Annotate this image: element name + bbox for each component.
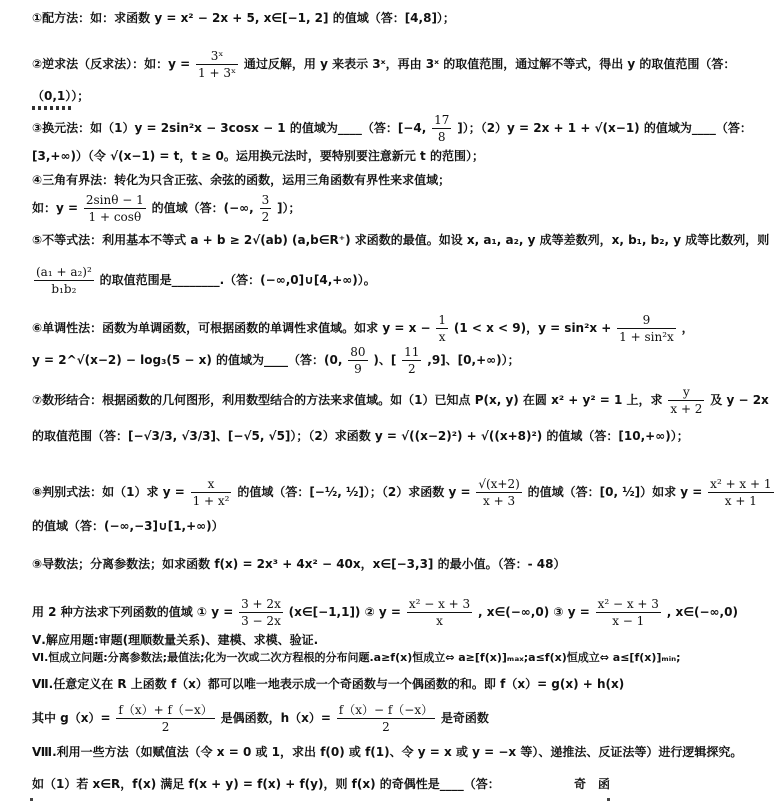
line-section-7: Ⅶ.任意定义在 R 上函数 f（x）都可以唯一地表示成一个奇函数与一个偶函数的和。即 f（x）= g(x) + h(x) [32,677,625,691]
fraction: $\frac{1}{x}$ [438,313,447,344]
fraction: $\frac{\text{x² − x + 3}}{x - 1}$ [597,597,659,628]
line-exercise: 用 2 种方法求下列函数的值域 ① y = $\frac{3 + 2x}{3 - 2x}$ (x∈[−1,1]) ② y = $\frac{\text{x² − x + 3}}{x}$ , x∈(−∞,0) ③ y = $\frac{\text{x² − x + 3}}{x - 1}$ , x∈(−∞,0) [32,597,738,628]
line-method-7: ⑦数形结合：根据函数的几何图形，利用数型结合的方法来求值域。如（1）已知点 P(x, y) 在圆 x² + y² = 1 上，求 $\frac{y}{x + 2}$ 及 y − 2x [32,385,769,416]
fraction: $\frac{17}{8}$ [434,113,450,144]
line-section-8-example: 如（1）若 x∈R，f(x) 满足 f(x + y) = f(x) + f(y)，则 f(x) 的奇偶性是____（答： 奇 函 [32,777,610,791]
line-section-5: Ⅴ.解应用题:审题(理顺数量关系)、建模、求模、验证. [32,633,319,647]
line-method-4: ④三角有界法：转化为只含正弦、余弦的函数，运用三角函数有界性来求值域； [32,173,451,187]
fraction: $\frac{\text{x² + x + 1}}{x + 1}$ [710,477,772,508]
line-method-4-example: 如：y = $\frac{2\sin\theta - 1}{1 + \cos\theta}$ 的值域（答：(−∞, $\frac{3}{2}$ ]）； [32,193,301,224]
corner-mark [30,798,33,801]
line-method-3-note: [3,+∞)）（令 √(x−1) = t，t ≥ 0。运用换元法时，要特别要注意新元 t 的范围）； [32,149,484,163]
line-method-9: ⑨导数法；分离参数法；如求函数 f(x) = 2x³ + 4x² − 40x，x∈[−3,3] 的最小值。（答：- 48） [32,557,566,571]
fraction: $\frac{9}{\text{1 + sin²x}}$ [619,313,674,344]
fraction: $\frac{f(x)+ f(-x)}{2}$ [118,703,213,734]
line-method-5-answer: $\frac{\text{(a₁ + a₂)²}}{\text{b₁b₂}}$ 的取值范围是________.（答：(−∞,0]∪[4,+∞)）。 [36,265,376,296]
fraction: $\frac{80}{9}$ [350,345,366,376]
line-method-8-answer: 的值域（答：(−∞,−3]∪[1,+∞)） [32,519,224,533]
line-method-5: ⑤不等式法：利用基本不等式 a + b ≥ 2√(ab) (a,b∈R⁺) 求函数的最值。如设 x, a₁, a₂, y 成等差数列，x, b₁, b₂, y 成等比数列，则 [32,233,770,247]
fraction: $\frac{y}{x + 2}$ [670,385,703,416]
line-section-7-formula: 其中 g（x）= $\frac{f(x)+ f(-x)}{2}$ 是偶函数，h（x）= $\frac{f(x)- f(-x)}{2}$ 是奇函数 [32,703,489,734]
fraction: $\frac{f(x)- f(-x)}{2}$ [338,703,434,734]
fraction: $\frac{\text{3ˣ}}{\text{1 + 3ˣ}}$ [198,49,237,80]
corner-mark [607,798,610,801]
wavy-underline [32,106,72,110]
line-method-7-answer: 的取值范围（答：[−√3/3, √3/3]、[−√5, √5]）；（2）求函数 y = √((x−2)²) + √((x+8)²) 的值域（答：[10,+∞)）； [32,429,689,443]
line-method-6-answer: y = 2^√(x−2) − log₃(5 − x) 的值域为____（答：(0, $\frac{80}{9}$ )、[ $\frac{11}{2}$ ,9]、[0,+∞)）； [32,345,520,376]
line-method-1: ①配方法：如：求函数 y = x² − 2x + 5, x∈[−1, 2] 的值域（答：[4,8]）； [32,11,455,25]
fraction: $\frac{\text{(a₁ + a₂)²}}{\text{b₁b₂}}$ [36,265,92,296]
fraction: $\frac{√(x+2)}{x + 3}$ [478,477,520,508]
line-section-8: Ⅷ.利用一些方法（如赋值法（令 x = 0 或 1，求出 f(0) 或 f(1)、令 y = x 或 y = −x 等）、递推法、反证法等）进行逻辑探究。 [32,745,743,759]
fraction: $\frac{11}{2}$ [404,345,420,376]
fraction: $\frac{x}{\text{1 + x²}}$ [192,477,230,508]
fraction: $\frac{3 + 2x}{3 - 2x}$ [241,597,281,628]
line-method-8: ⑧判别式法：如（1）求 y = $\frac{x}{\text{1 + x²}}$ 的值域（答：[−½, ½]）；（2）求函数 y = $\frac{√(x+2)}{x + 3}$ 的值域（答：[0, ½]）如求 y = $\frac{\text{x² + x + 1}}{x + 1}$ [32,477,772,508]
line-method-2: ②逆求法（反求法）：如：y = $\frac{\text{3ˣ}}{\text{1 + 3ˣ}}$ 通过反解，用 y 来表示 3ˣ，再由 3ˣ 的取值范围，通过解不等式，得出 y 的取值范围（答： [32,49,736,80]
line-method-3: ③换元法：如（1）y = 2sin²x − 3cosx − 1 的值域为____（答：[−4, $\frac{17}{8}$ ]）；（2）y = 2x + 1 + √(x−1) 的值域为____（答： [32,113,752,144]
line-method-6: ⑥单调性法：函数为单调函数，可根据函数的单调性求值域。如求 y = x − $\frac{1}{x}$ (1 < x < 9)，y = sin²x + $\frac{9}{\text{1 + sin²x}}$ ， [32,313,694,344]
fraction: $\frac{3}{2}$ [261,193,270,224]
fraction: $\frac{2\sin\theta - 1}{1 + \cos\theta}$ [85,193,144,224]
fraction: $\frac{\text{x² − x + 3}}{x}$ [408,597,471,628]
line-method-2-answer: （0,1））； [32,89,90,103]
line-section-6: Ⅵ.恒成立问题:分离参数法;最值法;化为一次或二次方程根的分布问题.a≥f(x)恒成立⇔ a≥[f(x)]ₘₐₓ;a≤f(x)恒成立⇔ a≤[f(x)]ₘᵢₙ; [32,651,681,664]
